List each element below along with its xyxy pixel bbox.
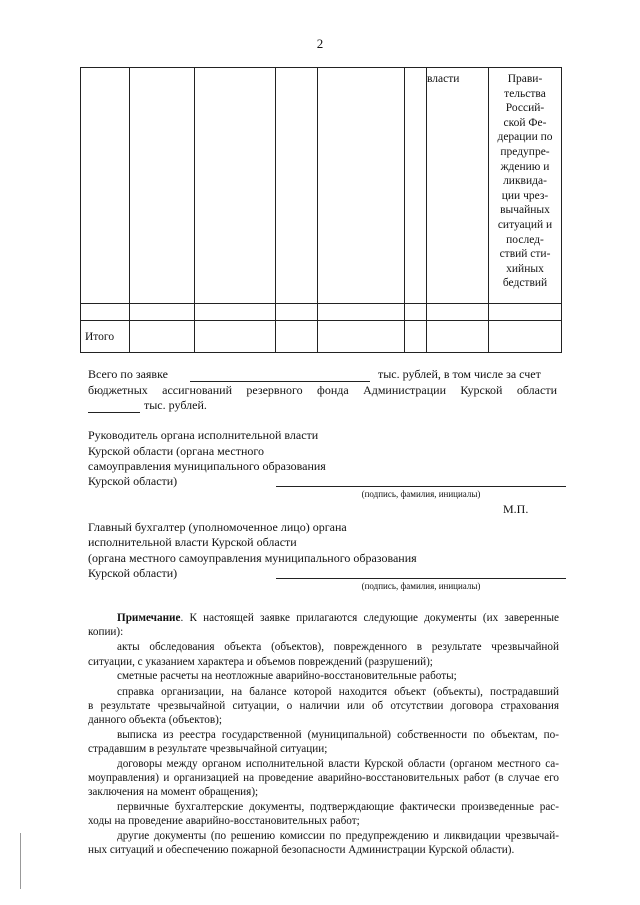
table-cell <box>318 321 405 353</box>
header-line: ской Фе- <box>503 116 547 129</box>
note-intro-text: . К настоящей заявке прилагаются следующие документы (их заверенные <box>180 612 559 624</box>
summary-text-b: тыс. рублей, в том числе за счет <box>378 367 541 381</box>
table-cell <box>489 321 562 353</box>
note-item-line: ситуации, с указанием характера и объемов повреждений (разрушений); <box>88 656 433 668</box>
total-label: Итого <box>81 321 130 353</box>
summary-thousand-rubles: тыс. рублей. <box>144 398 207 412</box>
header-text: власти <box>427 73 460 85</box>
table-cell <box>81 68 130 304</box>
header-line: Россий- <box>505 102 545 115</box>
table-cell <box>195 68 276 304</box>
scan-edge-mark <box>20 833 21 889</box>
summary-amount-line <box>190 381 370 382</box>
note-item-line: договоры между органом исполнительной власти Курской области (органом местного са- <box>117 758 559 770</box>
header-line: бедствий <box>502 277 548 290</box>
table-cell <box>276 321 318 353</box>
table-cell <box>405 68 427 304</box>
note-intro <box>117 612 559 624</box>
table-cell <box>130 304 195 321</box>
note-item-line: другие документы (по решению комиссии по предупреждению и ликвидации чрезвычай- <box>117 830 559 842</box>
header-line: хийных <box>506 262 544 275</box>
table-cell <box>318 68 405 304</box>
head-signature-line <box>276 486 566 487</box>
header-line: ствий сти- <box>499 248 551 261</box>
table-cell <box>276 68 318 304</box>
accountant-title-line: (органа местного самоуправления муниципального образования <box>88 551 417 565</box>
accountant-signature-line <box>276 578 566 579</box>
note-item-line: сметные расчеты на неотложные аварийно-восстановительные работы; <box>117 670 457 682</box>
accountant-signature-caption: (подпись, фамилия, инициалы) <box>361 581 481 591</box>
head-title-line: Руководитель органа исполнительной власти <box>88 428 319 442</box>
table-cell <box>81 304 130 321</box>
table-cell <box>318 304 405 321</box>
head-title-line: Курской области) <box>88 474 178 488</box>
note-item-line: данного объекта (объектов); <box>88 714 222 726</box>
header-line: ликвида- <box>503 175 547 188</box>
accountant-title-line: Главный бухгалтер (уполномоченное лицо) органа <box>88 520 347 534</box>
table-cell <box>276 304 318 321</box>
header-line: ждению и <box>500 160 550 173</box>
note-item-line: ходы на проведение аварийно-восстановительных работ; <box>88 815 360 827</box>
table-cell <box>130 321 195 353</box>
note-item-line: страдавшим в результате чрезвычайной ситуации; <box>88 743 328 755</box>
table-cell <box>427 304 489 321</box>
header-line: ции чрез- <box>501 189 549 202</box>
budget-table <box>80 67 562 353</box>
header-line: ситуаций и <box>497 218 553 231</box>
table-cell <box>195 321 276 353</box>
note-intro-cont: копии): <box>88 626 124 638</box>
table-row <box>81 304 562 321</box>
summary-label: Всего по заявке <box>88 367 168 381</box>
table-header-vlasti <box>427 68 489 304</box>
header-line: дерации по <box>497 131 553 144</box>
header-line: предупре- <box>500 145 550 158</box>
summary-reserve-fund: бюджетных ассигнований резервного фонда Администрации Курской области <box>88 383 557 397</box>
note-item-line: в результате чрезвычайной ситуации, о наличии или об отсутствии договора страхования <box>88 700 559 712</box>
head-signature-caption: (подпись, фамилия, инициалы) <box>361 489 481 499</box>
note-item-line: заключения на момент обращения); <box>88 786 259 798</box>
head-title-line: самоуправления муниципального образования <box>88 459 326 473</box>
header-line: вычайных <box>500 204 550 217</box>
table-cell <box>130 68 195 304</box>
page-number: 2 <box>316 36 324 51</box>
table-cell <box>405 321 427 353</box>
accountant-title-line: исполнительной власти Курской области <box>88 535 297 549</box>
table-cell <box>489 304 562 321</box>
note-item-line: выписка из реестра государственной (муниципальной) собственности по объектам, по- <box>117 729 559 741</box>
accountant-title-line: Курской области) <box>88 566 178 580</box>
note-label: Примечание <box>117 612 181 624</box>
table-cell <box>405 304 427 321</box>
stamp-mark: М.П. <box>503 502 529 516</box>
header-line: послед- <box>506 233 544 246</box>
note-item-line: ных ситуаций и обеспечению пожарной безопасности Администрации Курской области). <box>88 844 515 856</box>
note-item-line: акты обследования объекта (объектов), поврежденного в результате чрезвычайной <box>117 641 559 653</box>
note-item-line: моуправления) и организацией на проведение аварийно-восстановительных работ (в случае его <box>88 772 559 784</box>
head-title-line: Курской области (органа местного <box>88 444 265 458</box>
table-row-total <box>81 321 562 353</box>
table-header-government <box>489 68 562 304</box>
header-line: тельства <box>504 87 546 100</box>
header-line: Прави- <box>507 73 543 85</box>
table-row <box>81 68 562 304</box>
note-item-line: первичные бухгалтерские документы, подтверждающие фактически произведенные рас- <box>117 801 559 813</box>
table-cell <box>195 304 276 321</box>
summary-reserve-line <box>88 412 140 413</box>
table-cell <box>427 321 489 353</box>
note-item-line: справка организации, на балансе которой находится объект (объекты), пострадавший <box>117 686 559 698</box>
